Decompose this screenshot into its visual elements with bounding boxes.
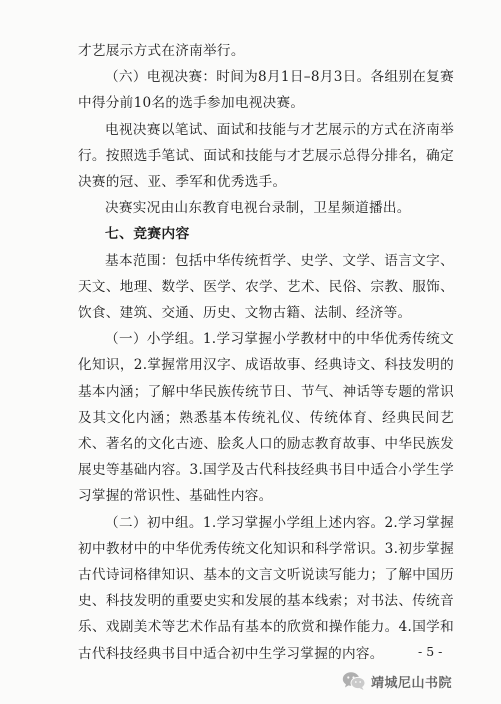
page-number: - 5 - xyxy=(418,644,443,659)
paragraph-1: 才艺展示方式在济南举行。 xyxy=(78,43,245,59)
watermark xyxy=(342,668,492,694)
paragraph-4: 决赛实况由山东教育电视台录制，卫星频道播出。 xyxy=(105,200,411,217)
watermark-text: 靖城尼山书院 xyxy=(371,675,453,691)
paragraph-5: 基本范围：包括中华传统哲学、史学、文学、语言文字、天文、地理、数学、医学、农学、艺术、民俗、宗教、服饰、饮食、建筑、交通、历史、文物古籍、法制、经济等。 xyxy=(78,252,454,322)
paragraph-7: （二）初中组。1.学习掌握小学组上述内容。2.学习掌握初中教材中的中华优秀传统文化知识和科学常识。3.初步掌握古代诗词格律知识、基本的文言文听说读写能力；了解中国历史、科技发明的重要史实和发展的基本线索；对书法、传统音乐、戏剧美术等艺术作品有基本的欣赏和操作能力。4.国学和古代科技经典书目中适合初中生学习掌握的内容。 xyxy=(78,514,454,662)
paragraph-2: （六）电视决赛：时间为8月1日–8月3日。各组别在复赛中得分前10名的选手参加电视决赛。 xyxy=(78,69,454,112)
section-heading: 七、竞赛内容 xyxy=(105,226,190,243)
wechat-icon xyxy=(342,671,366,691)
paragraph-3: 电视决赛以笔试、面试和技能与才艺展示的方式在济南举行。按照选手笔试、面试和技能与才艺展示总得分排名，确定决赛的冠、亚、季军和优秀选手。 xyxy=(78,121,454,191)
paragraph-6: （一）小学组。1.学习掌握小学教材中的中华优秀传统文化知识，2.掌握常用汉字、成语故事、经典诗文、科技发明的基本内涵；了解中华民族传统节日、节气、神话等专题的常识及其文化内涵；熟悉基本传统礼仪、传统体育、经典民间艺术、著名的文化古迹、脍炙人口的励志教育故事、中华民族发展史等基础内容。3.国学及古代科技经典书目中适合小学生学习掌握的常识性、基础性内容。 xyxy=(78,331,454,505)
document-body xyxy=(78,38,454,667)
